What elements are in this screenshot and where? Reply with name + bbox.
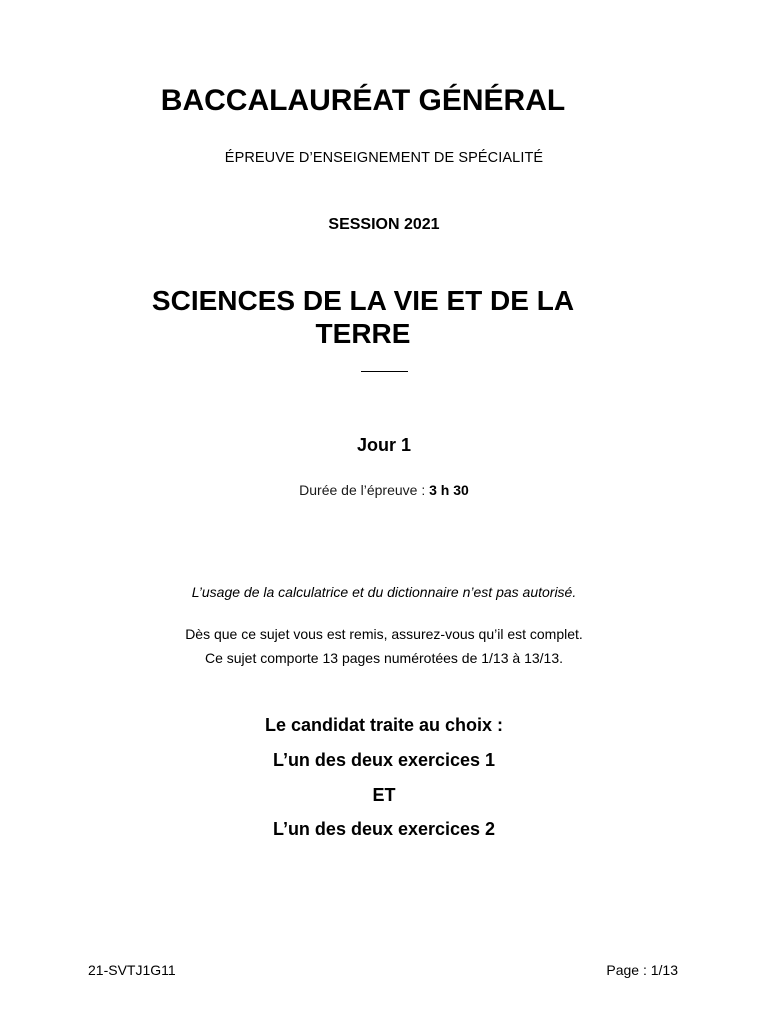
duration-value: 3 h 30	[429, 482, 469, 498]
calculator-usage-notice	[0, 585, 768, 599]
usage-items: de la calculatrice et du dictionnaire	[243, 584, 459, 600]
session-label: SESSION 2021	[328, 216, 440, 233]
title-divider	[361, 371, 408, 372]
exam-day: Jour 1	[356, 435, 412, 455]
subject-title-line-1: SCIENCES DE LA VIE ET DE LA	[151, 285, 575, 316]
choice-heading: Le candidat traite au choix :	[264, 715, 504, 735]
subject-title-line-2: TERRE	[315, 318, 411, 349]
choice-option-2: L’un des deux exercices 2	[272, 819, 496, 839]
usage-suffix: n’est pas autorisé.	[458, 584, 577, 600]
document-title: BACCALAURÉAT GÉNÉRAL	[160, 84, 566, 117]
footer-exam-code: 21-SVTJ1G11	[88, 962, 176, 978]
exam-duration	[0, 483, 768, 497]
usage-prefix: L’usage	[191, 584, 244, 600]
choice-option-1: L’un des deux exercices 1	[272, 750, 496, 770]
choice-conjunction: ET	[372, 785, 396, 805]
page-count-notice: Ce sujet comporte 13 pages numérotées de 1/13 à 13/13.	[204, 650, 563, 666]
duration-label: Durée de l’épreuve :	[299, 482, 430, 498]
footer-page-number: Page : 1/13	[606, 962, 678, 978]
exam-type: ÉPREUVE D’ENSEIGNEMENT DE SPÉCIALITÉ	[224, 150, 544, 166]
completeness-check-notice: Dès que ce sujet vous est remis, assurez-vous qu’il est complet.	[185, 626, 583, 642]
subject-title	[0, 284, 726, 350]
